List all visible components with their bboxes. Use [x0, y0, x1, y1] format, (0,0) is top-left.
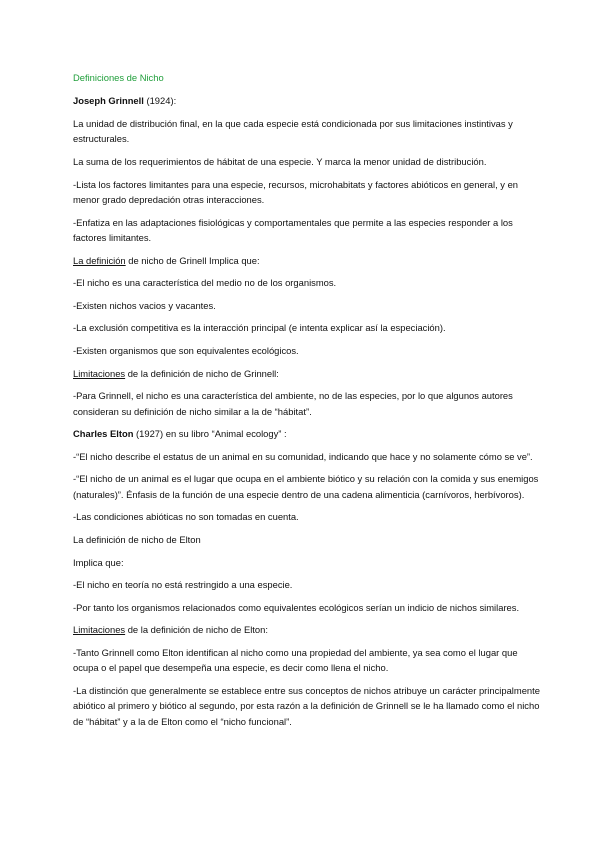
list-item: -Existen organismos que son equivalentes ecológicos.: [73, 344, 299, 356]
list-item: -La distinción que generalmente se establece entre sus conceptos de nichos atribuye un carácter principalmente abiótico al primero y biótico al segundo, por esta razón a la definición de Grinnell se le ha llamado como el nicho de “hábitat” y a la de Elton como el “nicho funcional”.: [73, 684, 540, 727]
list-item: -El nicho es una característica del medio no de los organismos.: [73, 277, 337, 289]
paragraph: Implica que:: [73, 556, 124, 568]
heading-rest: de la definición de nicho de Elton:: [125, 624, 268, 636]
elton-limitations-heading: [73, 622, 543, 637]
heading-rest: de nicho de Grinell Implica que:: [125, 254, 260, 266]
elton-definition-heading: La definición de nicho de Elton: [73, 533, 201, 545]
underlined-term: Limitaciones: [73, 624, 126, 636]
grinnell-year: (1924): [146, 95, 174, 107]
underlined-term: La definición: [73, 254, 126, 266]
list-item: -Por tanto los organismos relacionados como equivalentes ecológicos serían un indicio de nichos similares.: [73, 601, 520, 613]
paragraph: La suma de los requerimientos de hábitat de una especie. Y marca la menor unidad de distribución.: [73, 156, 487, 167]
list-item: -La exclusión competitiva es la interacción principal (e intenta explicar así la especiación).: [73, 322, 446, 334]
heading-rest: de la definición de nicho de Grinnell:: [125, 367, 279, 379]
document-title: Definiciones de Nicho: [73, 72, 164, 83]
document-body: [73, 70, 543, 736]
list-item: -“El nicho describe el estatus de un animal en su comunidad, indicando que hace y no solamente cómo se ve”.: [73, 450, 533, 462]
paragraph: -Para Grinnell, el nicho es una característica del ambiente, no de las especies, por lo que algunos autores consideran su definición de nicho similar a la de “hábitat”.: [73, 390, 513, 417]
grinnell-colon: :: [173, 95, 177, 107]
elton-heading-rest: (1927) en su libro “Animal ecology” :: [133, 428, 287, 440]
list-item: -Tanto Grinnell como Elton identifican al nicho como una propiedad del ambiente, ya sea como el lugar que ocupa o el papel que desempeña una especie, es decir como llena el nicho.: [73, 646, 518, 674]
list-item: -Las condiciones abióticas no son tomadas en cuenta.: [73, 511, 299, 523]
elton-name: Charles Elton: [73, 428, 134, 440]
list-item: -Existen nichos vacios y vacantes.: [73, 299, 216, 311]
grinnell-heading: [73, 93, 543, 108]
list-item: -“El nicho de un animal es el lugar que ocupa en el ambiente biótico y su relación con la comida y sus enemigos (naturales)”. Énfasis de la función de una especie dentro de una cadena alimenticia (carnívoros, herbívoros).: [73, 473, 539, 500]
grinnell-definition-heading: [73, 253, 543, 268]
grinnell-name: Joseph Grinnell: [73, 95, 144, 107]
paragraph: La unidad de distribución final, en la que cada especie está condicionada por sus limitaciones instintivas y estructurales.: [73, 118, 513, 145]
paragraph: -Enfatiza en las adaptaciones fisiológicas y comportamentales que permite a las especies responder a los factores limitantes.: [73, 216, 513, 243]
paragraph: -Lista los factores limitantes para una especie, recursos, microhabitats y factores abióticos en general, y en menor grado depredación otras interacciones.: [73, 178, 519, 205]
grinnell-limitations-heading: [73, 366, 543, 381]
elton-heading: [73, 426, 543, 441]
underlined-term: Limitaciones: [73, 367, 126, 379]
list-item: -El nicho en teoría no está restringido a una especie.: [73, 579, 293, 591]
